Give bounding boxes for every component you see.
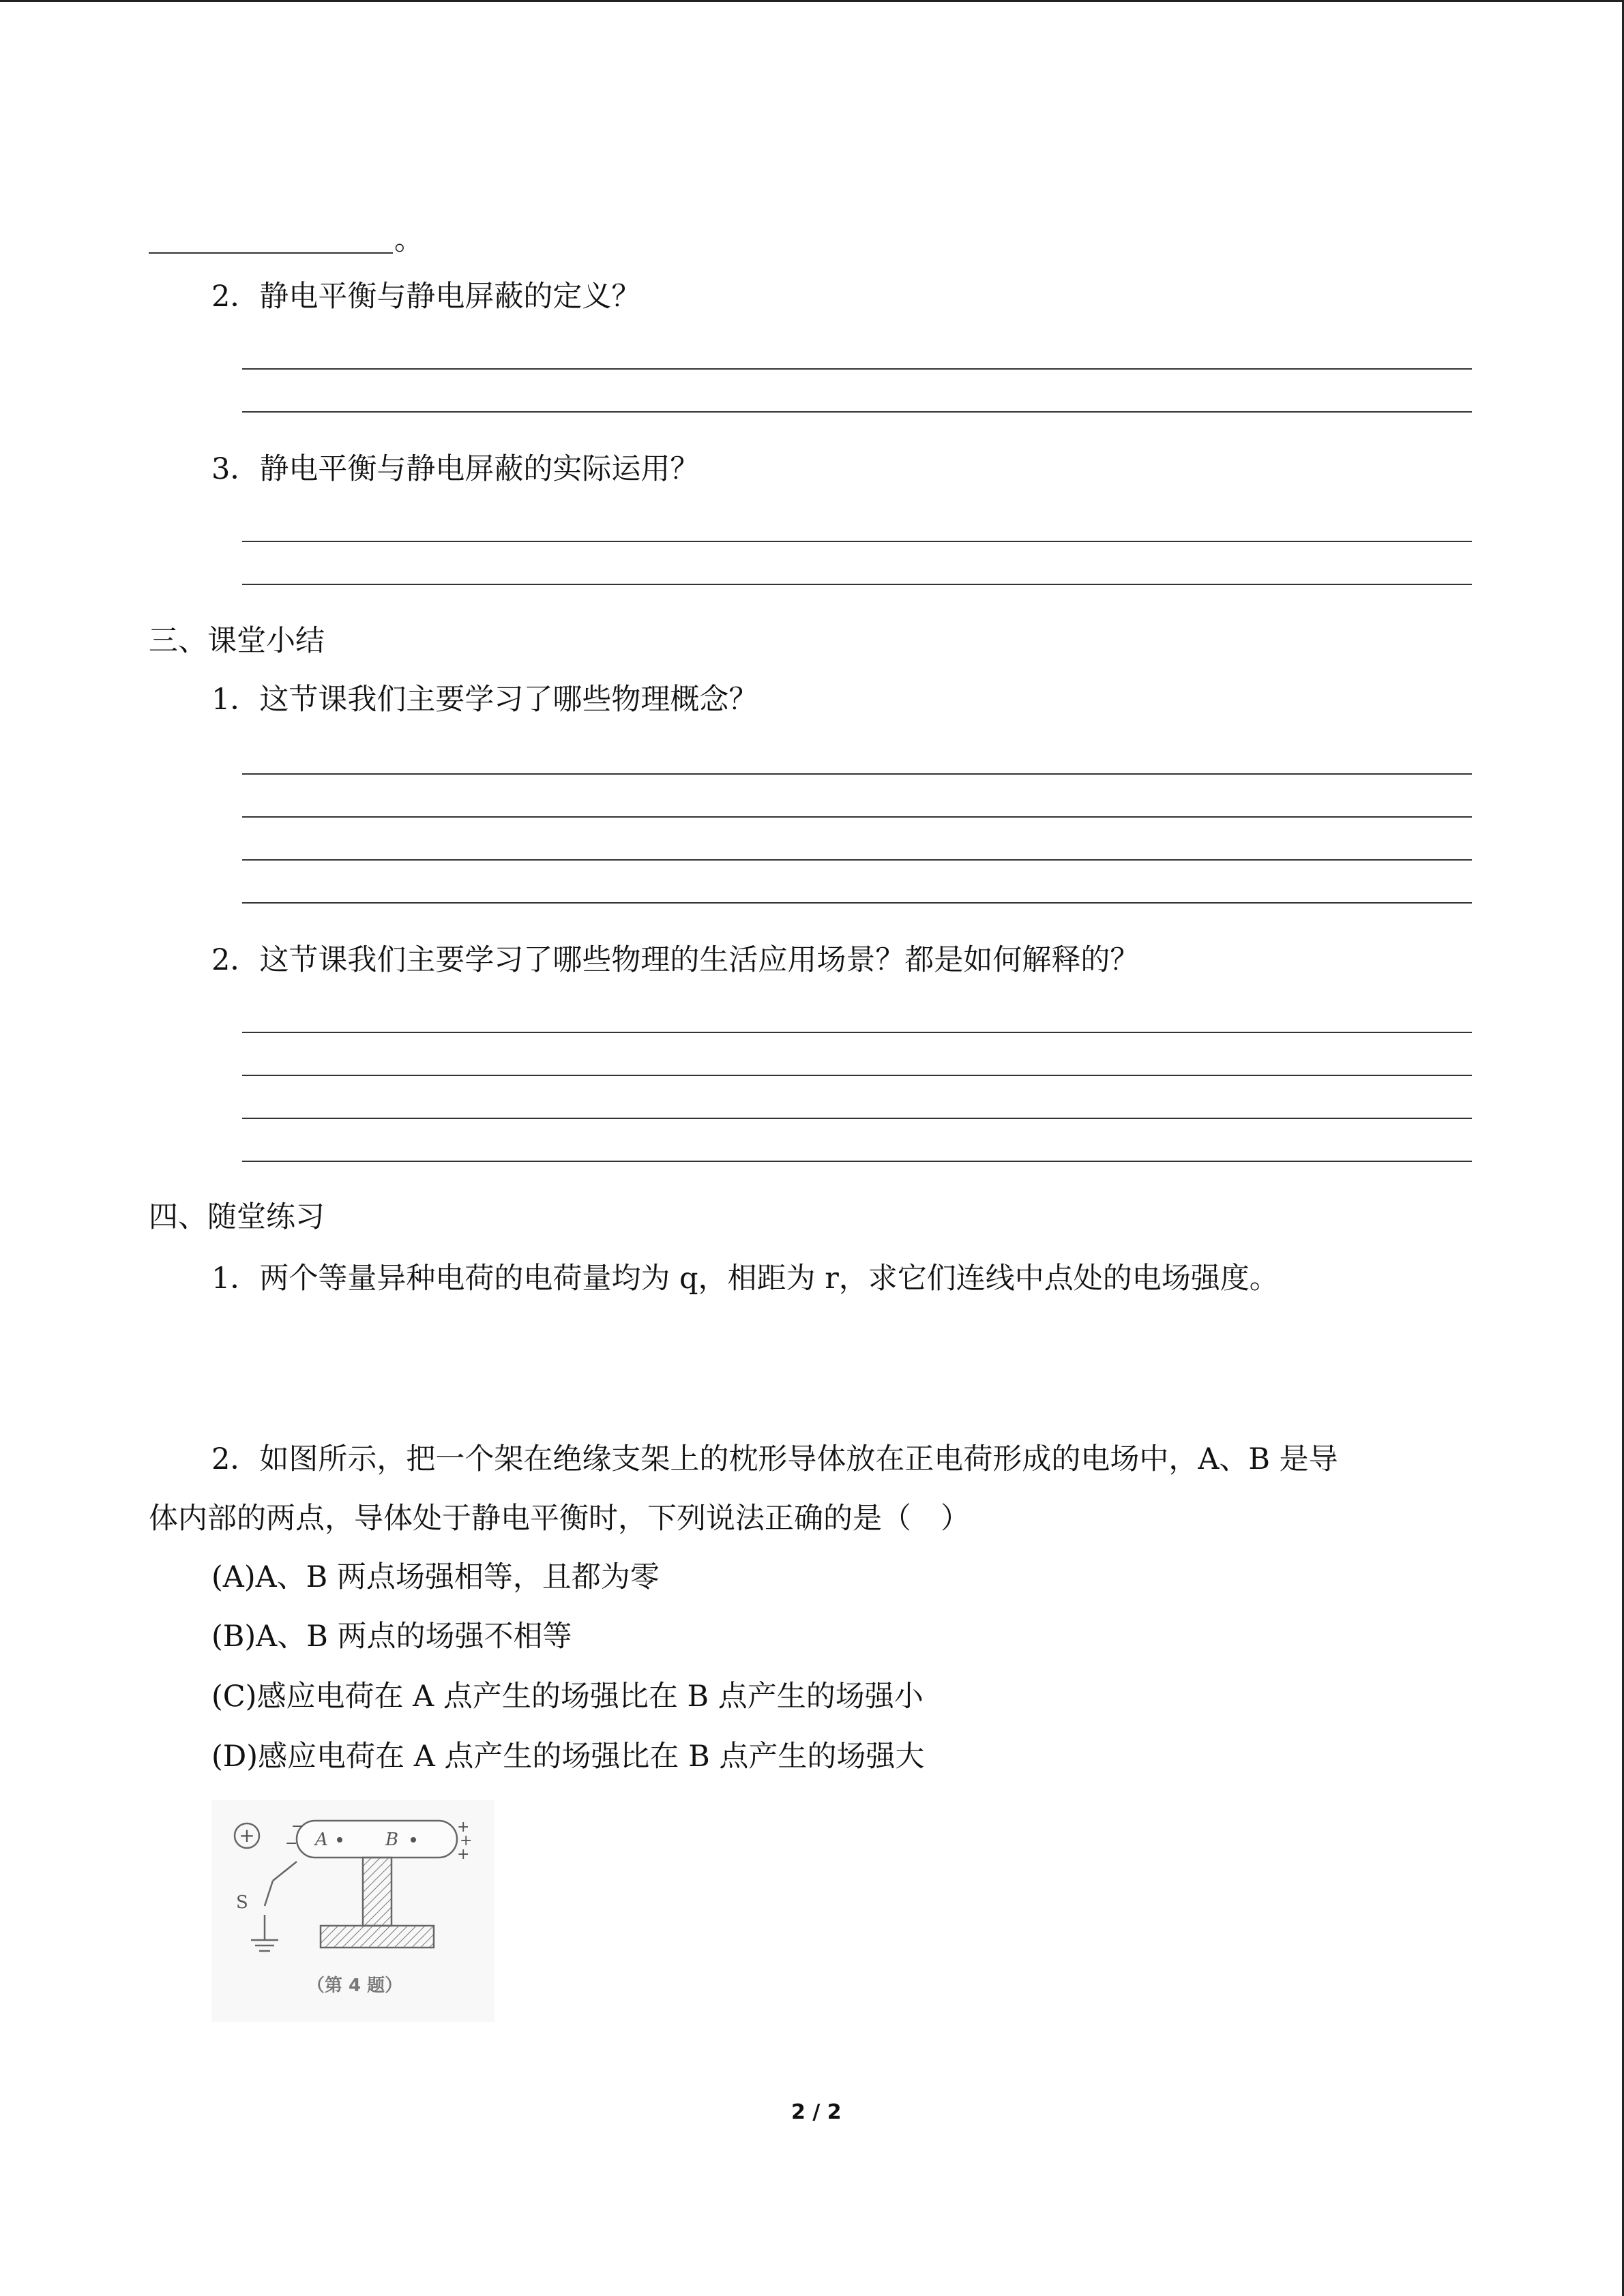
- answer-line: [242, 859, 1472, 861]
- induced-minus-2: −: [285, 1835, 298, 1852]
- switch-label: S: [236, 1892, 248, 1913]
- induced-minus-1: −: [291, 1818, 304, 1835]
- question-3-1: 1．这节课我们主要学习了哪些物理概念？: [211, 683, 758, 717]
- point-a-dot: [337, 1837, 342, 1843]
- exercise-2-line-1: 2．如图所示，把一个架在绝缘支架上的枕形导体放在正电荷形成的电场中，A、B 是导: [211, 1442, 1338, 1476]
- insulating-stand: [363, 1858, 392, 1926]
- answer-line: [242, 1161, 1472, 1162]
- answer-line: [242, 584, 1472, 585]
- option-a: (A)A、B 两点场强相等，且都为零: [211, 1560, 660, 1594]
- point-a-label: A: [315, 1830, 328, 1850]
- fill-in-blank-line: [149, 252, 393, 254]
- answer-line: [242, 816, 1472, 818]
- question-2-2: 2．静电平衡与静电屏蔽的定义？: [211, 280, 641, 314]
- section-4-heading: 四、随堂练习: [149, 1200, 325, 1234]
- option-b: (B)A、B 两点的场强不相等: [211, 1620, 572, 1654]
- answer-line: [242, 902, 1472, 904]
- section-3-heading: 三、课堂小结: [149, 624, 325, 658]
- question-2-3: 3．静电平衡与静电屏蔽的实际运用？: [211, 452, 700, 486]
- figure-caption: （第 4 题）: [306, 1976, 403, 1996]
- positive-charge-sign: +: [239, 1824, 255, 1847]
- point-b-label: B: [385, 1830, 399, 1850]
- answer-line: [242, 541, 1472, 542]
- exercise-2-line-2: 体内部的两点，导体处于静电平衡时，下列说法正确的是（ ）: [149, 1502, 970, 1536]
- answer-line: [242, 368, 1472, 370]
- page-number: 2 / 2: [791, 2100, 842, 2124]
- option-d: (D)感应电荷在 A 点产生的场强比在 B 点产生的场强大: [211, 1740, 925, 1774]
- answer-line: [242, 773, 1472, 775]
- induced-plus-3: +: [457, 1846, 470, 1863]
- answer-line: [242, 1032, 1472, 1033]
- induced-plus-1: +: [457, 1819, 470, 1836]
- exercise-1: 1．两个等量异种电荷的电荷量均为 q，相距为 r，求它们连线中点处的电场强度。: [211, 1262, 1279, 1296]
- stand-base: [321, 1926, 434, 1948]
- conductor-figure: [211, 1800, 494, 2022]
- answer-line: [242, 1075, 1472, 1076]
- point-b-dot: [411, 1837, 416, 1843]
- page-top-border: [0, 0, 1624, 2]
- answer-line: [242, 411, 1472, 413]
- induced-plus-2: +: [460, 1832, 473, 1849]
- answer-line: [242, 1118, 1472, 1119]
- option-c: (C)感应电荷在 A 点产生的场强比在 B 点产生的场强小: [211, 1680, 924, 1714]
- question-3-2: 2．这节课我们主要学习了哪些物理的生活应用场景？都是如何解释的？: [211, 943, 1140, 977]
- blank-period: 。: [394, 223, 424, 257]
